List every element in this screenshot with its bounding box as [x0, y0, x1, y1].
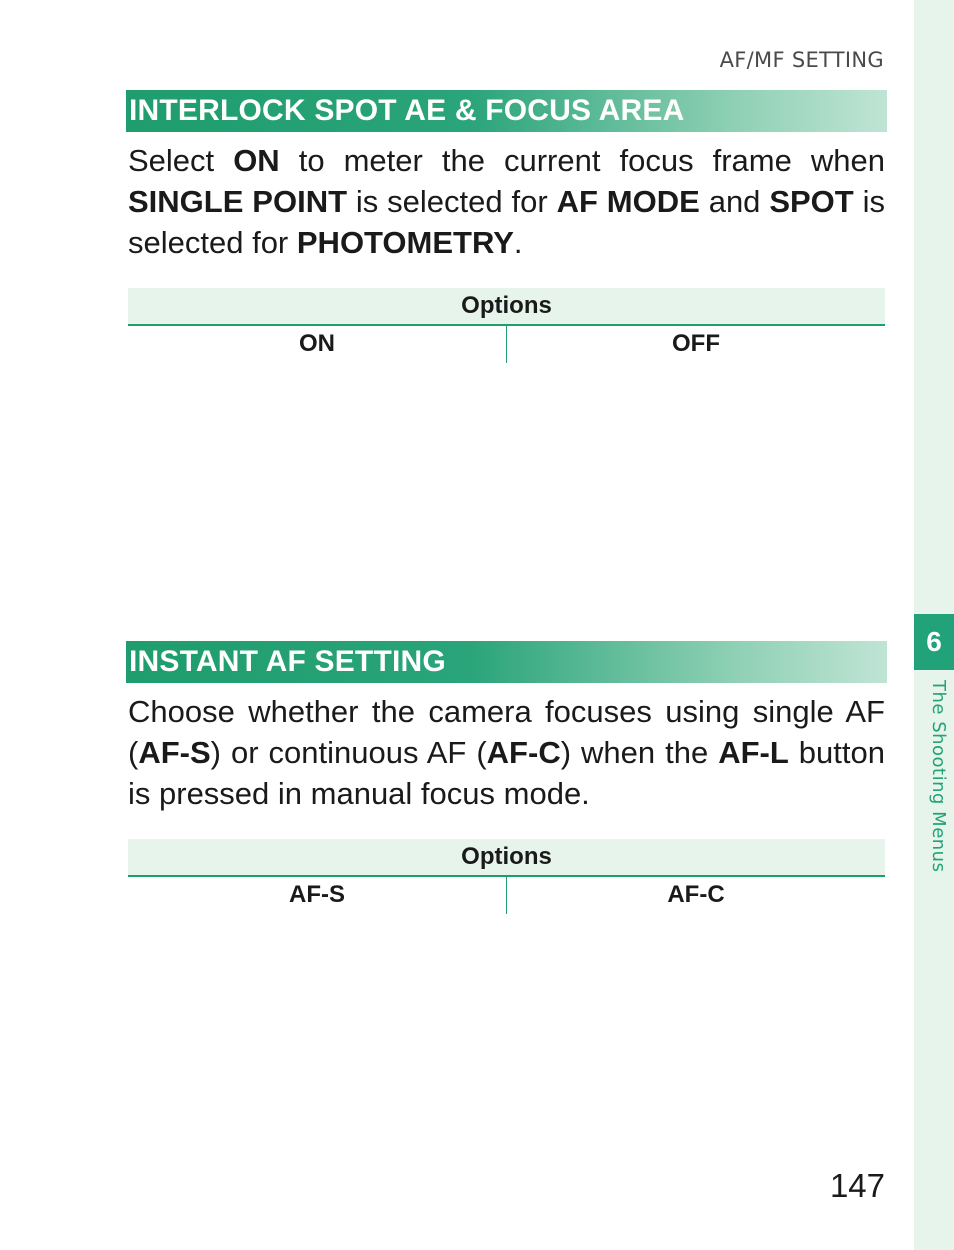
emphasis: ON — [233, 143, 280, 178]
emphasis: AF-L — [718, 735, 789, 770]
emphasis: AF-S — [138, 735, 211, 770]
options-header: Options — [128, 288, 885, 326]
options-row — [128, 877, 885, 914]
chapter-number-tab: 6 — [914, 614, 954, 670]
section-title-interlock: INTERLOCK SPOT AE & FOCUS AREA — [126, 90, 887, 132]
options-header: Options — [128, 839, 885, 877]
section-body-instant-af: Choose whether the camera focuses using single AF (AF-S) or continuous AF (AF-C) when the AF-L button is pressed in manual focus mode. — [128, 694, 885, 811]
page-number: 147 — [829, 1167, 885, 1204]
option-cell: AF-S — [289, 881, 345, 908]
option-cell: AF-C — [506, 877, 885, 914]
emphasis: PHOTOMETRY — [296, 225, 514, 260]
option-cell: ON — [299, 330, 335, 357]
emphasis: SPOT — [769, 184, 854, 219]
chapter-label: The Shooting Menus — [928, 680, 949, 873]
emphasis: AF MODE — [556, 184, 700, 219]
emphasis: SINGLE POINT — [128, 184, 348, 219]
running-head: AF/MF SETTING — [719, 48, 884, 72]
option-cell: OFF — [506, 326, 885, 363]
options-table-interlock — [128, 288, 885, 363]
section-title-instant-af: INSTANT AF SETTING — [126, 641, 887, 683]
options-table-instant-af — [128, 839, 885, 914]
section-body-interlock: Select ON to meter the current focus frame when SINGLE POINT is selected for AF MODE and SPOT is selected for PHOTOMETRY. — [128, 143, 885, 260]
emphasis: AF-C — [486, 735, 561, 770]
options-row — [128, 326, 885, 363]
